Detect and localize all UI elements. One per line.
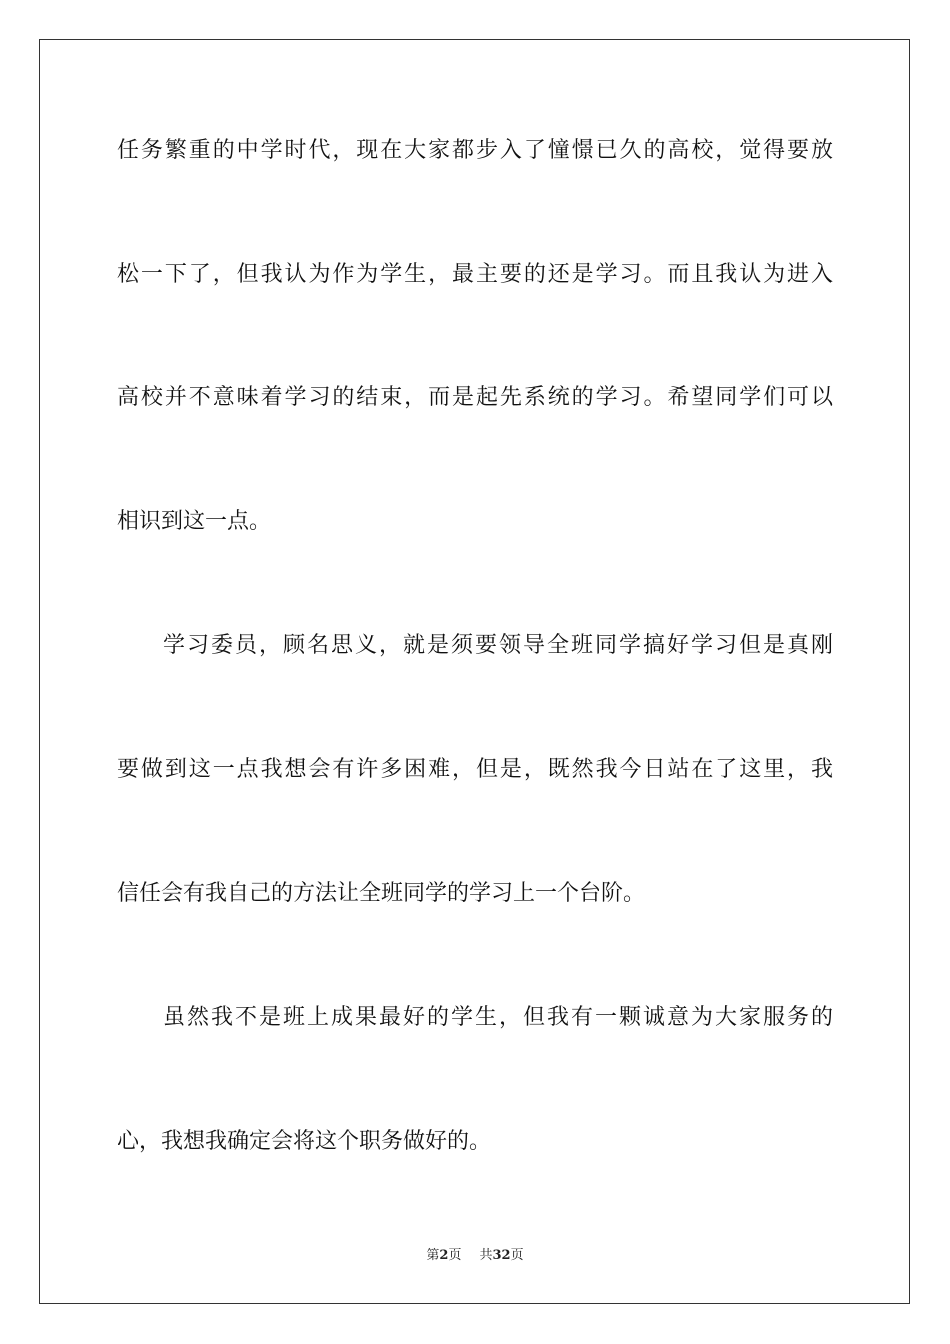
paragraph-line: 虽然我不是班上成果最好的学生，但我有一颗诚意为大家服务的 (163, 1005, 833, 1030)
paragraph-line: 信任会有我自己的方法让全班同学的学习上一个台阶。 (117, 881, 646, 906)
page-number: 2 (439, 1248, 449, 1263)
total-pages: 32 (492, 1248, 511, 1263)
page-footer (0, 1247, 950, 1265)
paragraph-line: 高校并不意味着学习的结束，而是起先系统的学习。希望同学们可以 (117, 385, 833, 410)
page-border (39, 39, 910, 1304)
paragraph-line: 相识到这一点。 (117, 509, 272, 534)
paragraph-line: 松一下了，但我认为作为学生，最主要的还是学习。而且我认为进入 (117, 262, 833, 287)
total-suffix: 页 (510, 1248, 524, 1263)
paragraph-line: 任务繁重的中学时代，现在大家都步入了憧憬已久的高校，觉得要放 (117, 138, 833, 163)
total-prefix: 共 (479, 1248, 493, 1263)
paragraph-line: 心，我想我确定会将这个职务做好的。 (117, 1129, 492, 1154)
page-suffix: 页 (448, 1248, 462, 1263)
paragraph-line: 学习委员，顾名思义，就是须要领导全班同学搞好学习但是真刚 (163, 633, 833, 658)
page-prefix: 第 (426, 1248, 440, 1263)
paragraph-line: 要做到这一点我想会有许多困难，但是，既然我今日站在了这里，我 (117, 757, 833, 782)
